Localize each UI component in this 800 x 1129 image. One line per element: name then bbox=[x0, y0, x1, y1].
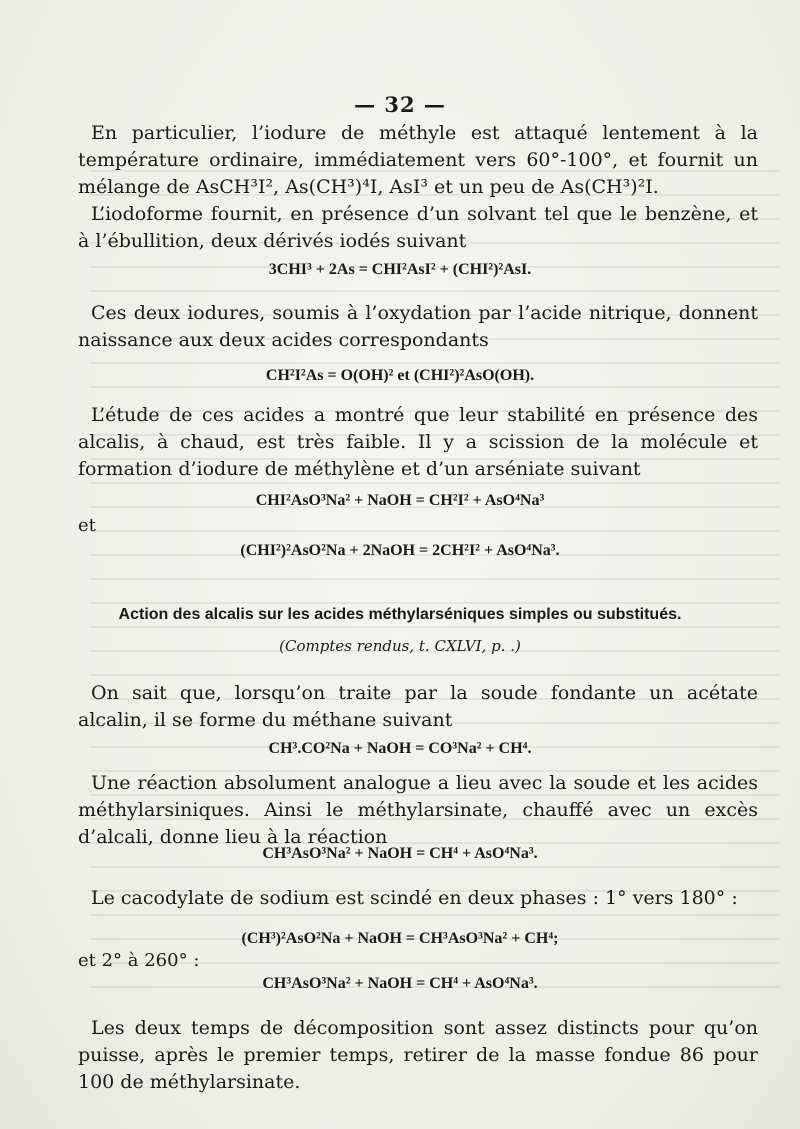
paragraph-methyl-iodide: En particulier, l’iodure de méthyle est attaqué lentement à la température ordinaire, immédiatement vers 60°-100°, et fournit un mélange de AsCH³I², As(CH³)⁴I, AsI³ et un peu de As(CH³)²I. bbox=[78, 122, 758, 198]
paragraph-cacodylate: Le cacodylate de sodium est scindé en deux phases : 1° vers 180° : bbox=[91, 887, 738, 909]
paragraph-conclusion: Les deux temps de décomposition sont assez distincts pour qu’on puisse, après le premier temps, retirer de la masse fondue 86 pour 100 de méthylarsinate. bbox=[78, 1017, 758, 1093]
show-through-texture bbox=[90, 170, 780, 990]
page-number: — 32 — bbox=[354, 92, 446, 117]
paragraph-methane: On sait que, lorsqu’on traite par la soude fondante un acétate alcalin, il se forme du méthane suivant bbox=[78, 682, 758, 731]
equation-methylarsinate: CH³AsO³Na² + NaOH = CH⁴ + AsO⁴Na³. bbox=[262, 845, 538, 862]
equation-scission-1: CHI²AsO³Na² + NaOH = CH²I² + AsO⁴Na³ bbox=[255, 492, 545, 509]
equation-acids: CH²I²As = O(OH)² et (CHI²)²AsO(OH). bbox=[265, 367, 535, 384]
paragraph-iodoform: L’iodoforme fournit, en présence d’un solvant tel que le benzène, et à l’ébullition, deux dérivés iodés suivant bbox=[78, 203, 758, 252]
paragraph-oxidation: Ces deux iodures, soumis à l’oxydation par l’acide nitrique, donnent naissance aux deux acides correspondants bbox=[78, 302, 758, 351]
equation-iodoform: 3CHI³ + 2As = CHI²AsI² + (CHI²)²AsI. bbox=[268, 261, 532, 278]
section-reference: (Comptes rendus, t. CXLVI, p. .) bbox=[279, 637, 521, 655]
section-title: Action des alcalis sur les acides méthylarséniques simples ou substitués. bbox=[118, 606, 682, 623]
paragraph-stability: L’étude de ces acides a montré que leur stabilité en présence des alcalis, à chaud, est très faible. Il y a scission de la molécule et formation d’iodure de méthylène et d’un arséniate suivant bbox=[78, 404, 758, 480]
equation-connector-et: et bbox=[78, 515, 96, 536]
equation-connector-phase-2: et 2° à 260° : bbox=[78, 950, 200, 971]
equation-phase-2: CH³AsO³Na² + NaOH = CH⁴ + AsO⁴Na³. bbox=[262, 975, 538, 992]
equation-methane: CH³.CO²Na + NaOH = CO³Na² + CH⁴. bbox=[268, 740, 532, 757]
equation-phase-1: (CH³)²AsO²Na + NaOH = CH³AsO³Na² + CH⁴; bbox=[241, 930, 559, 947]
paragraph-analogous-reaction: Une réaction absolument analogue a lieu avec la soude et les acides méthylarsiniques. Ainsi le méthylarsinate, chauffé avec un excès d’alcali, donne lieu à la réaction bbox=[78, 772, 758, 848]
equation-scission-2: (CHI²)²AsO²Na + 2NaOH = 2CH²I² + AsO⁴Na³. bbox=[240, 542, 560, 559]
